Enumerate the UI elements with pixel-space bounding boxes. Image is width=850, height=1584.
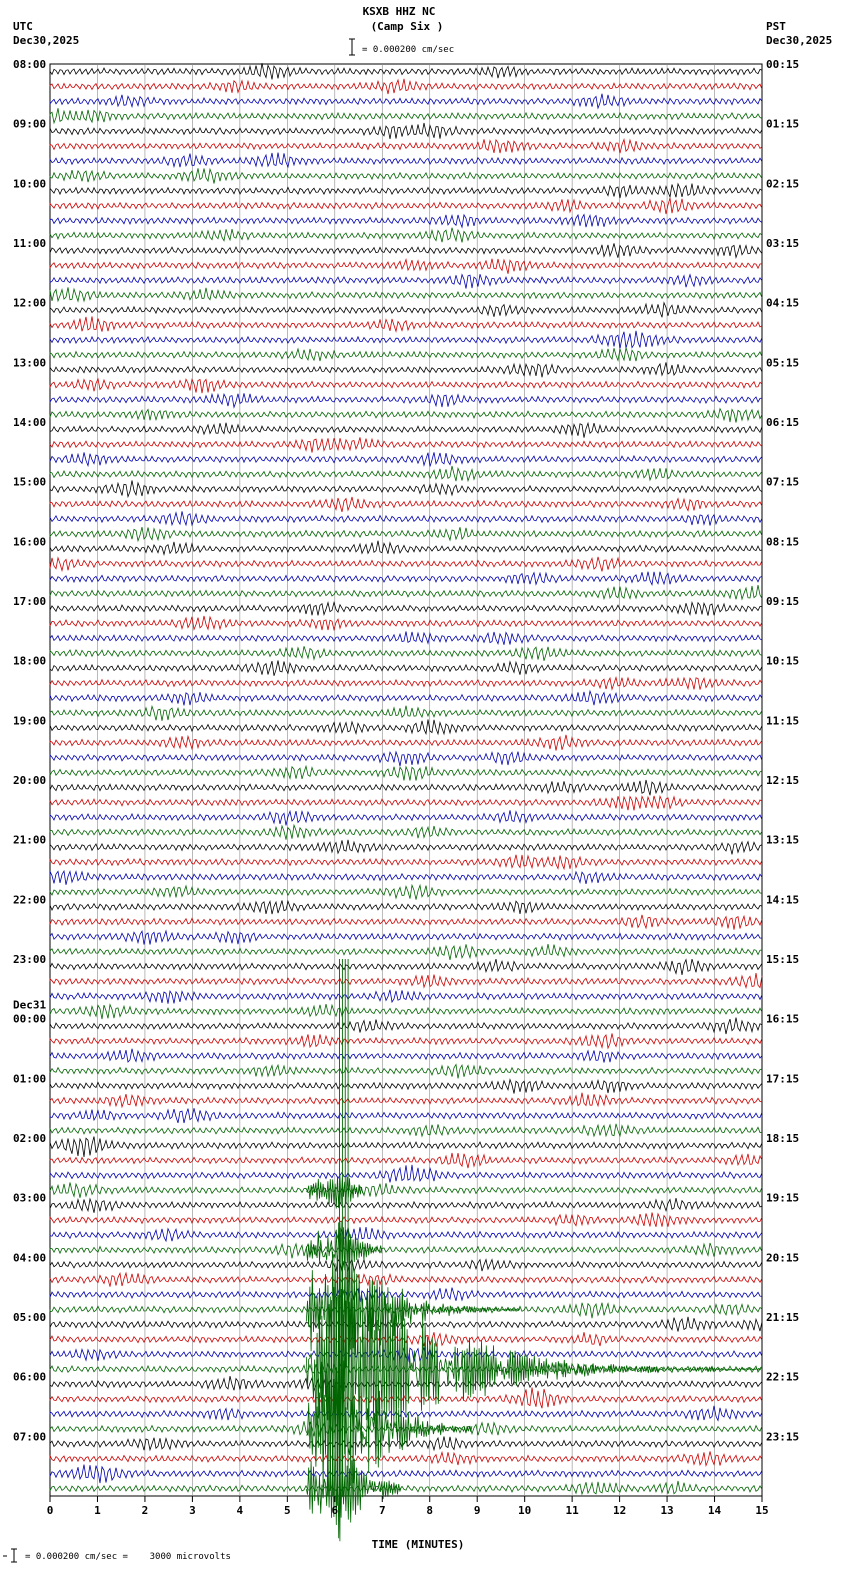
seismic-trace [50,572,762,585]
right-time-labels [766,58,799,1443]
utc-time-label: 03:00 [13,1191,47,1205]
seismic-trace [50,1227,762,1241]
seismic-trace [50,973,762,988]
pst-time-label: 06:15 [766,416,800,429]
seismic-trace [50,243,762,257]
seismic-trace [50,631,762,644]
seismic-trace [50,1273,762,1287]
event-trace [306,1221,382,1283]
seismic-trace [50,557,762,572]
utc-time-label: 21:00 [13,833,47,847]
seismic-trace [50,409,762,423]
seismic-trace [50,1259,762,1272]
seismic-trace [50,646,762,661]
utc-time-label: 22:00 [13,893,47,907]
left-date: Dec30,2025 [13,34,80,47]
utc-time-label: Dec31 [13,998,47,1012]
seismic-trace [50,259,762,274]
event-group [306,959,761,1541]
utc-time-label: 01:00 [13,1072,47,1086]
seismic-trace [50,511,762,525]
utc-time-label: 14:00 [13,416,47,429]
location-title: (Camp Six ) [370,20,444,33]
pst-time-label: 17:15 [766,1072,800,1086]
pst-time-label: 09:15 [766,595,800,608]
trace-group [50,63,762,1494]
utc-time-label: 23:00 [13,953,47,966]
pst-time-label: 13:15 [766,833,800,847]
seismic-trace [50,1332,762,1346]
seismic-trace [50,527,762,541]
seismic-trace [50,228,762,243]
utc-time-label: 20:00 [13,774,47,787]
seismic-trace [50,481,762,497]
utc-time-label: 12:00 [13,296,47,310]
seismic-trace [50,393,762,407]
seismic-trace [50,139,762,153]
utc-time-label: 07:00 [13,1430,47,1444]
seismic-trace [50,1465,762,1484]
seismic-trace [50,719,762,734]
utc-time-label: 02:00 [13,1132,47,1145]
seismic-trace [50,871,762,885]
utc-time-label: 04:00 [13,1251,47,1265]
seismic-trace [50,915,762,930]
seismic-trace [50,452,762,466]
seismic-trace [50,63,762,79]
seismic-trace [50,437,762,452]
seismic-trace [50,1080,762,1094]
seismic-trace [50,303,762,318]
seismic-trace [50,1243,762,1258]
x-tick-label: 2 [141,1504,149,1517]
seismic-trace [50,316,762,331]
x-tick-label: 11 [565,1504,579,1517]
x-tick-label: 12 [612,1504,627,1517]
seismic-trace [50,810,762,825]
seismic-trace [50,1124,762,1136]
seismic-trace [50,1198,762,1213]
seismic-trace [50,1213,762,1227]
left-time-labels [13,58,46,1443]
seismic-trace [50,123,762,139]
seismic-trace [50,108,762,123]
utc-time-label: 18:00 [13,654,47,668]
utc-time-label: 16:00 [13,535,47,549]
seismic-trace [50,1049,762,1063]
pst-time-label: 02:15 [766,177,800,191]
event-trace [306,1281,761,1496]
x-axis [47,1496,769,1517]
seismic-trace [50,215,762,228]
utc-time-label: 15:00 [13,475,47,489]
seismic-trace [50,661,762,676]
seismic-trace [50,706,762,721]
utc-time-label: 00:00 [13,1012,47,1026]
seismic-trace [50,79,762,94]
seismic-trace [50,825,762,840]
seismic-trace [50,1288,762,1303]
seismic-trace [50,766,762,780]
seismic-trace [50,840,762,855]
pst-time-label: 14:15 [766,893,800,907]
x-tick-label: 3 [189,1504,196,1517]
pst-time-label: 05:15 [766,356,800,370]
seismic-trace [50,1436,762,1450]
utc-time-label: 13:00 [13,356,47,370]
right-date: Dec30,2025 [766,34,833,47]
seismic-trace [50,466,762,481]
utc-time-label: 11:00 [13,237,47,250]
x-tick-label: 13 [660,1504,674,1517]
x-tick-label: 8 [426,1504,434,1517]
seismic-trace [50,944,762,960]
seismic-trace [50,616,762,630]
pst-time-label: 00:15 [766,58,800,71]
utc-time-label: 09:00 [13,117,47,131]
footer-scale-icon [3,1549,17,1562]
seismic-trace [50,752,762,767]
seismic-trace [50,901,762,915]
pst-time-label: 15:15 [766,953,800,966]
seismic-trace [50,153,762,168]
x-tick-label: 15 [755,1504,769,1517]
seismic-trace [50,168,762,183]
seismic-trace [50,1093,762,1107]
seismic-trace [50,959,762,975]
seismic-trace [50,855,762,869]
seismic-trace [50,603,762,616]
seismic-trace [50,379,762,393]
seismic-trace [50,585,762,599]
seismic-trace [50,691,762,705]
seismic-trace [50,348,762,361]
pst-time-label: 11:15 [766,714,800,728]
pst-time-label: 23:15 [766,1430,800,1444]
x-tick-label: 1 [94,1504,101,1517]
seismic-trace [50,274,762,288]
utc-time-label: 08:00 [13,58,47,71]
pst-time-label: 20:15 [766,1251,800,1265]
seismic-trace [50,1317,762,1332]
x-tick-label: 5 [284,1504,291,1517]
pst-time-label: 21:15 [766,1311,800,1324]
utc-time-label: 05:00 [13,1311,47,1324]
seismic-trace [50,1348,762,1362]
seismic-trace [50,885,762,899]
x-tick-label: 7 [378,1504,386,1517]
seismic-trace [50,931,762,945]
seismic-trace [50,497,762,512]
x-axis-title: TIME (MINUTES) [371,1538,465,1551]
seismic-trace [50,1165,762,1183]
pst-time-label: 07:15 [766,475,800,489]
pst-time-label: 03:15 [766,237,800,250]
pst-time-label: 04:15 [766,296,800,310]
pst-time-label: 16:15 [766,1012,800,1026]
left-timezone: UTC [13,20,33,33]
footer-scale-note: = 0.000200 cm/sec = 3000 microvolts [25,1552,231,1562]
station-title: KSXB HHZ NC [362,5,436,18]
pst-time-label: 19:15 [766,1191,800,1205]
utc-time-label: 10:00 [13,177,47,191]
seismic-trace [50,990,762,1004]
seismic-trace [50,735,762,751]
seismic-trace [50,423,762,438]
seismic-trace [50,287,762,301]
seismic-trace [50,184,762,199]
right-timezone: PST [766,20,786,33]
scale-bar-icon [349,39,355,55]
seismic-trace [50,1481,762,1494]
seismic-trace [50,1108,762,1123]
seismic-trace [50,1065,762,1079]
seismic-trace [50,362,762,377]
utc-time-label: 19:00 [13,714,47,728]
pst-time-label: 22:15 [766,1370,800,1384]
x-tick-label: 14 [707,1504,722,1517]
seismic-trace [50,1137,762,1157]
scale-label: = 0.000200 cm/sec [362,45,455,55]
utc-time-label: 17:00 [13,595,47,608]
seismic-trace [50,1034,762,1049]
seismic-trace [50,796,762,811]
x-tick-label: 6 [331,1504,339,1517]
seismic-trace [50,331,762,349]
pst-time-label: 18:15 [766,1132,800,1145]
seismic-trace [50,94,762,108]
seismic-trace [50,780,762,795]
x-tick-label: 4 [236,1504,244,1517]
utc-time-label: 06:00 [13,1370,47,1384]
seismic-trace [50,1451,762,1465]
seismic-trace [50,1183,762,1198]
x-tick-label: 10 [518,1504,532,1517]
seismic-trace [50,678,762,690]
seismic-trace [50,198,762,214]
seismic-trace [50,1018,762,1034]
pst-time-label: 12:15 [766,774,800,787]
x-tick-label: 9 [473,1504,481,1517]
pst-time-label: 08:15 [766,535,800,549]
x-tick-label: 0 [46,1504,54,1517]
seismic-trace [50,1004,762,1019]
pst-time-label: 10:15 [766,654,800,668]
seismic-trace [50,541,762,555]
pst-time-label: 01:15 [766,117,800,131]
